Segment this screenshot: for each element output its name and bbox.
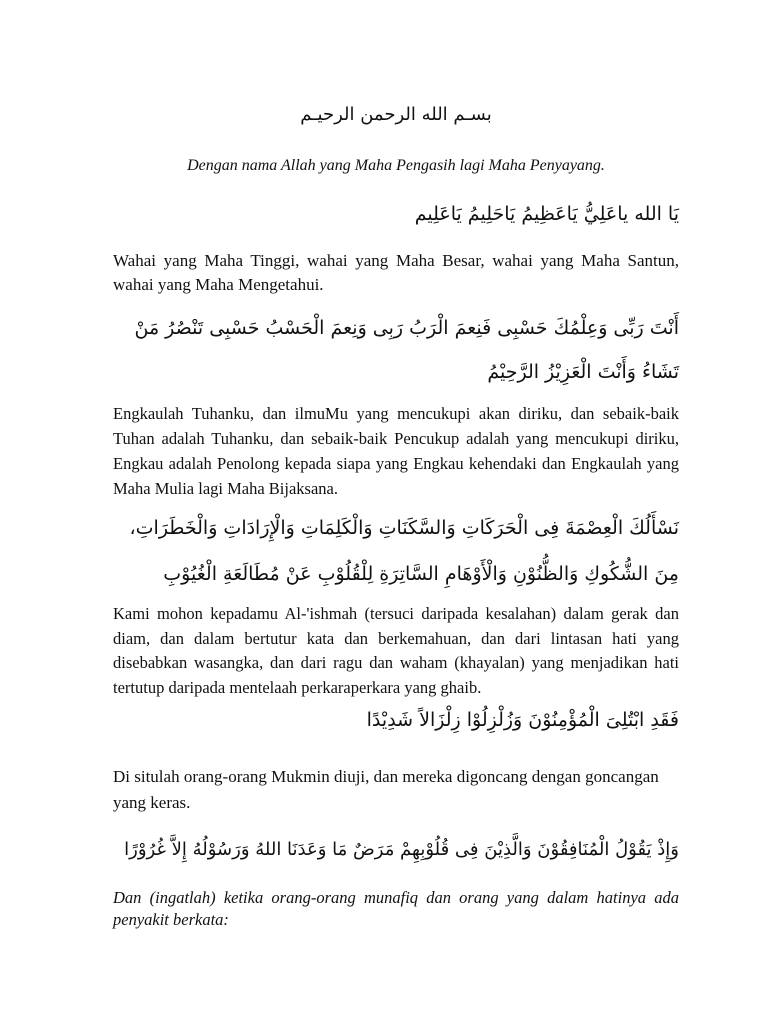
arabic-verse-1: يَا الله ياعَلِيُّ يَاعَظِيمُ يَاحَلِيمُ يَاعَلِيم	[414, 203, 679, 225]
arabic-verse-5: وَإِذْ يَقُوْلُ الْمُنَافِقُوْنَ وَالَّذِيْنَ فِى قُلُوْبِهِمْ مَرَضٌ مَا وَعَدَنَا اللهُ وَرَسُوْلُهُ إِلاَّ غُرُوْرًا	[124, 839, 679, 860]
arabic-verse-3: نَسْأَلُكَ الْعِصْمَةَ فِى الْحَرَكَاتِ وَالسَّكَنَاتِ وَالْكَلِمَاتِ وَالْإِرَادَاتِ وَالْخَطَرَاتِ، مِنَ الشُّكُوكِ وَالظُّنُوْنِ وَالْأَوْهَامِ السَّاتِرَةِ لِلْقُلُوْبِ عَنْ مُطَالَعَةِ الْغُيُوْبِ	[129, 517, 679, 585]
arabic-verse-4: فَقَدِ ابْتُلِىَ الْمُؤْمِنُوْنَ وَزُلْزِلُوْا زِلْزَالاً شَدِيْدًا	[366, 709, 679, 731]
arabic-verse-2: أَنْتَ رَبِّى وَعِلْمُكَ حَسْبِى فَنِعمَ الْرَبُ رَبِى وَنِعمَ الْحَسْبُ حَسْبِى تَنْصُرُ مَنْ تَشَاءُ وَأَنْتَ الْعَزِيْزُ الرَّحِيْمُ	[134, 317, 679, 383]
translation-2: Engkaulah Tuhanku, dan ilmuMu yang mencukupi akan diriku, dan sebaik-baik Tuhan adalah Tuhanku, dan sebaik-baik Pencukup adalah yang mencukupi diriku, Engkau adalah Penolong kepada siapa yang Engkau kehendaki dan Engkaulah yang Maha Mulia lagi Maha Bijaksana.	[113, 404, 679, 498]
translation-1: Wahai yang Maha Tinggi, wahai yang Maha Besar, wahai yang Maha Santun, wahai yang Maha Mengetahui.	[113, 251, 679, 294]
basmala-arabic: بسـم الله الرحمن الرحيـم	[300, 104, 492, 125]
basmala-translation: Dengan nama Allah yang Maha Pengasih lagi Maha Penyayang.	[187, 157, 605, 174]
translation-5: Dan (ingatlah) ketika orang-orang munafiq dan orang yang dalam hatinya ada penyakit berkata:	[113, 888, 679, 929]
translation-4: Di situlah orang-orang Mukmin diuji, dan mereka digoncang dengan goncangan yang keras.	[113, 767, 659, 812]
translation-3: Kami mohon kepadamu Al-'ishmah (tersuci daripada kesalahan) dalam gerak dan diam, dan dalam bertutur kata dan berkemahuan, dan dari lintasan hati yang disebabkan wasangka, dan dari ragu dan waham (khayalan) yang menjadikan hati tertutup daripada mentelaah perkaraperkara yang ghaib.	[113, 604, 679, 697]
